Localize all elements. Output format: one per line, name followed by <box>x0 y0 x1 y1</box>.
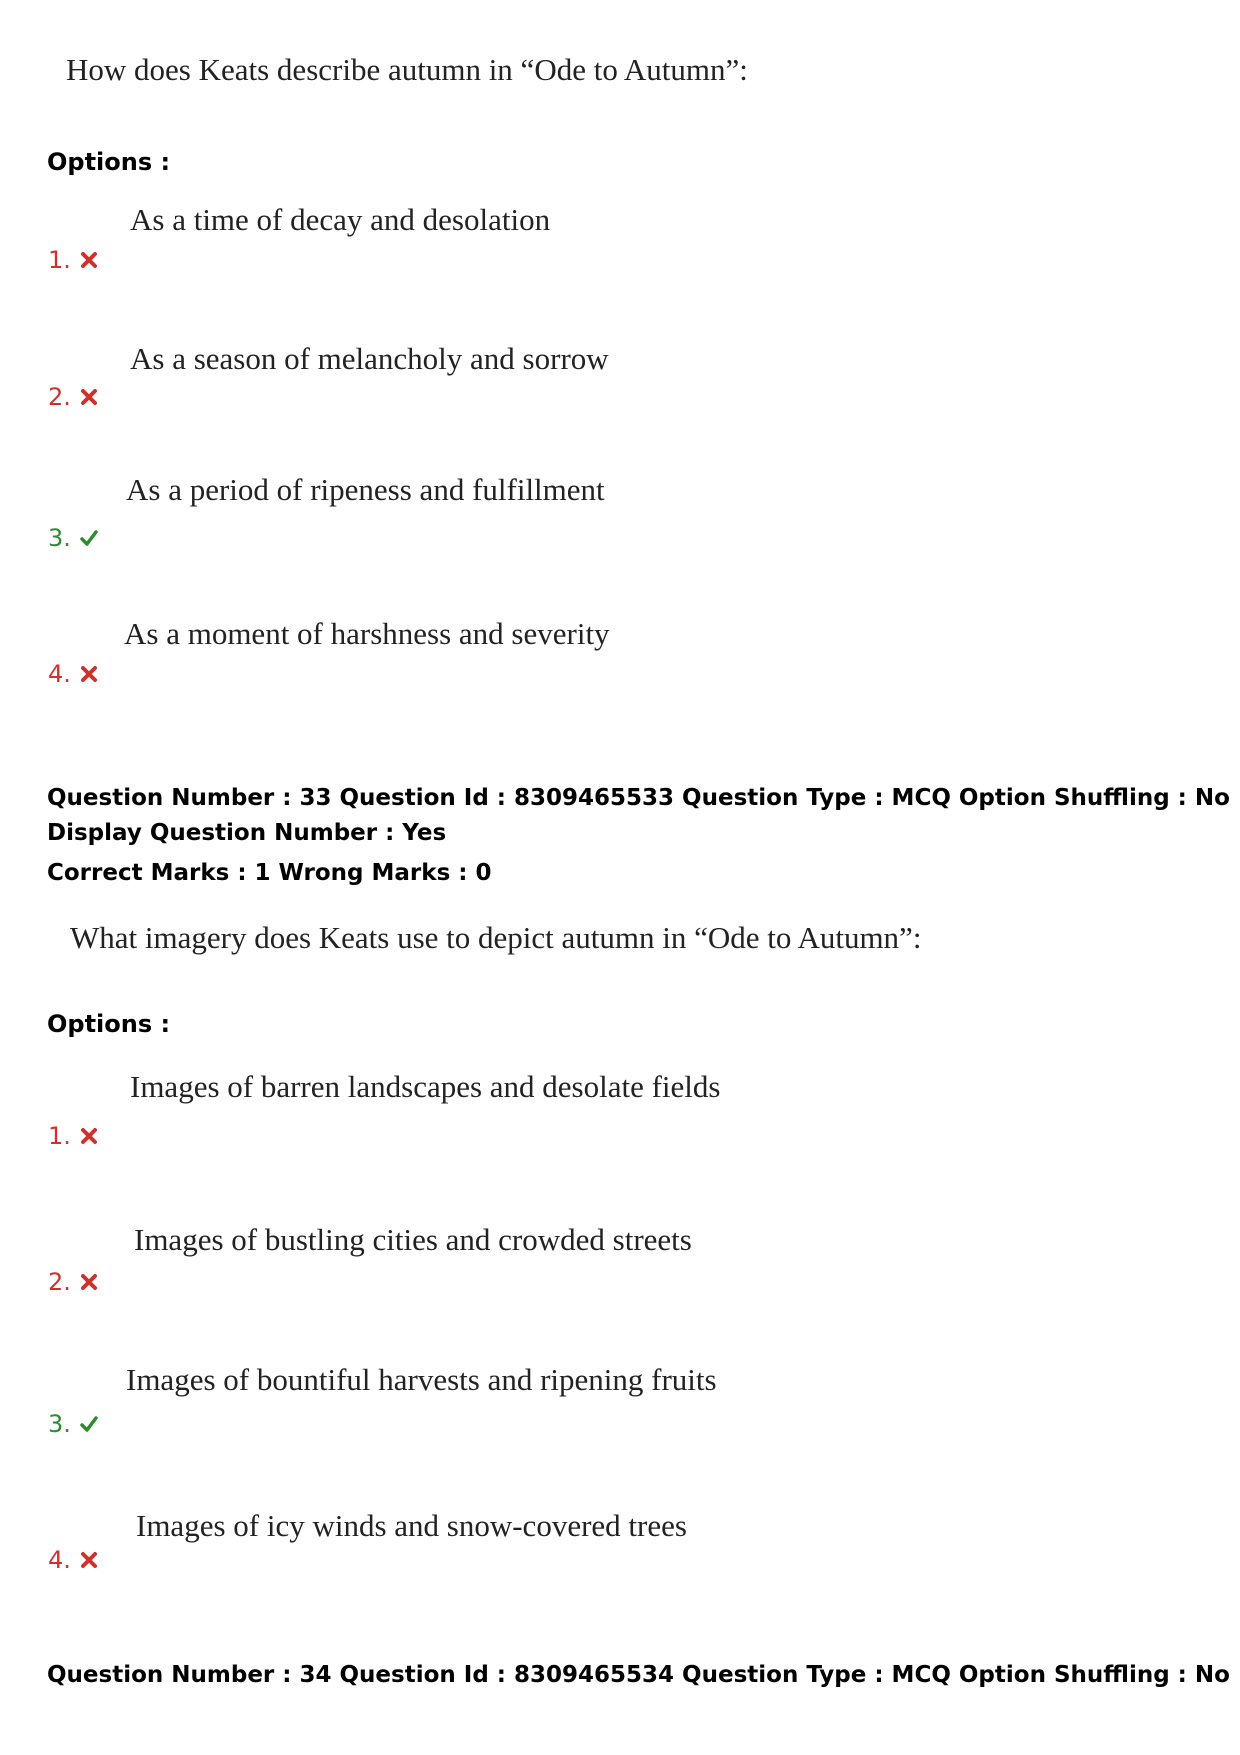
option-number-label: 4. <box>48 1546 71 1574</box>
option-number <box>48 1268 99 1296</box>
option-text: As a period of ripeness and fulfillment <box>126 472 605 507</box>
option-number <box>48 246 99 274</box>
option-number <box>48 1410 99 1438</box>
question-text: How does Keats describe autumn in “Ode to Autumn”: <box>66 52 748 87</box>
option-number-label: 3. <box>48 524 71 552</box>
cross-icon <box>79 250 99 270</box>
option-number <box>48 383 99 411</box>
options-label: Options : <box>47 1010 171 1038</box>
option-number <box>48 1546 99 1574</box>
question-meta: Question Number : 33 Question Id : 8309465533 Question Type : MCQ Option Shuffling : No <box>47 785 1230 811</box>
option-number-label: 3. <box>48 1410 71 1438</box>
option-number-label: 2. <box>48 1268 71 1296</box>
option-number <box>48 524 99 552</box>
option-text: As a moment of harshness and severity <box>124 616 610 651</box>
check-icon <box>79 1414 99 1434</box>
option-text: Images of bustling cities and crowded streets <box>134 1222 692 1257</box>
question-meta: Question Number : 34 Question Id : 8309465534 Question Type : MCQ Option Shuffling : No <box>47 1662 1230 1688</box>
options-label: Options : <box>47 148 171 176</box>
question-text: What imagery does Keats use to depict autumn in “Ode to Autumn”: <box>70 920 922 955</box>
option-number-label: 1. <box>48 246 71 274</box>
option-number <box>48 1122 99 1150</box>
cross-icon <box>79 664 99 684</box>
option-number-label: 1. <box>48 1122 71 1150</box>
option-text: Images of bountiful harvests and ripening fruits <box>126 1362 717 1397</box>
option-number <box>48 660 99 688</box>
question-display-number: Display Question Number : Yes <box>47 820 447 846</box>
option-text: Images of barren landscapes and desolate fields <box>130 1069 721 1104</box>
cross-icon <box>79 1272 99 1292</box>
option-number-label: 2. <box>48 383 71 411</box>
option-text: As a time of decay and desolation <box>130 202 551 237</box>
question-marks: Correct Marks : 1 Wrong Marks : 0 <box>47 860 492 886</box>
check-icon <box>79 528 99 548</box>
cross-icon <box>79 1550 99 1570</box>
option-text: Images of icy winds and snow-covered trees <box>136 1508 687 1543</box>
cross-icon <box>79 1126 99 1146</box>
option-number-label: 4. <box>48 660 71 688</box>
cross-icon <box>79 387 99 407</box>
option-text: As a season of melancholy and sorrow <box>130 341 609 376</box>
